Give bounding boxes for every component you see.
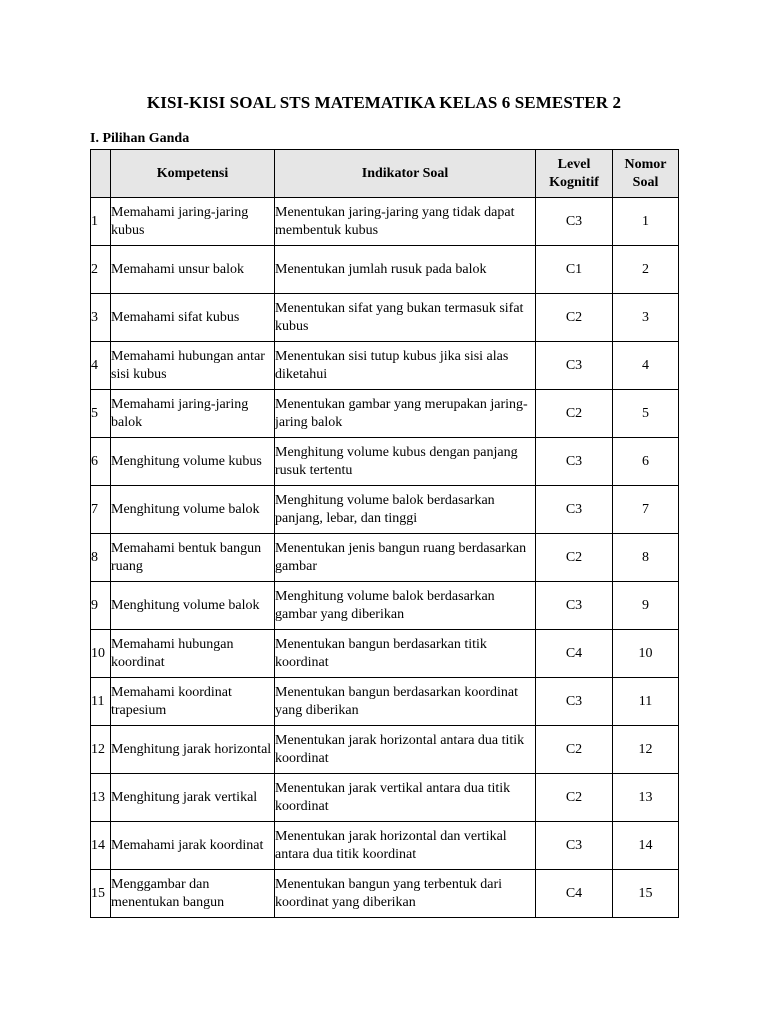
cell-indikator-soal: Menentukan bangun yang terbentuk dari koordinat yang diberikan xyxy=(275,870,536,918)
cell-no: 1 xyxy=(91,198,111,246)
table-row xyxy=(91,246,679,294)
cell-indikator-soal: Menghitung volume kubus dengan panjang rusuk tertentu xyxy=(275,438,536,486)
table-row xyxy=(91,630,679,678)
cell-indikator-soal: Menentukan bangun berdasarkan koordinat yang diberikan xyxy=(275,678,536,726)
cell-level-kognitif: C3 xyxy=(536,198,613,246)
cell-no: 9 xyxy=(91,582,111,630)
cell-kompetensi: Menghitung jarak horizontal xyxy=(111,726,275,774)
cell-kompetensi: Menghitung volume balok xyxy=(111,486,275,534)
table-row xyxy=(91,678,679,726)
cell-level-kognitif: C2 xyxy=(536,534,613,582)
table-row xyxy=(91,198,679,246)
cell-no: 11 xyxy=(91,678,111,726)
cell-nomor-soal: 11 xyxy=(613,678,679,726)
cell-no: 13 xyxy=(91,774,111,822)
table-row xyxy=(91,438,679,486)
cell-nomor-soal: 13 xyxy=(613,774,679,822)
cell-indikator-soal: Menentukan jarak horizontal antara dua titik koordinat xyxy=(275,726,536,774)
cell-kompetensi: Memahami koordinat trapesium xyxy=(111,678,275,726)
cell-level-kognitif: C2 xyxy=(536,294,613,342)
section-title: I. Pilihan Ganda xyxy=(90,131,190,146)
cell-nomor-soal: 1 xyxy=(613,198,679,246)
table-row xyxy=(91,390,679,438)
table-row xyxy=(91,294,679,342)
cell-kompetensi: Memahami unsur balok xyxy=(111,246,275,294)
cell-no: 15 xyxy=(91,870,111,918)
cell-nomor-soal: 14 xyxy=(613,822,679,870)
table-row xyxy=(91,870,679,918)
cell-kompetensi: Menghitung jarak vertikal xyxy=(111,774,275,822)
table-row xyxy=(91,342,679,390)
cell-level-kognitif: C2 xyxy=(536,774,613,822)
cell-kompetensi: Memahami jaring-jaring kubus xyxy=(111,198,275,246)
cell-nomor-soal: 4 xyxy=(613,342,679,390)
cell-kompetensi: Memahami bentuk bangun ruang xyxy=(111,534,275,582)
cell-nomor-soal: 15 xyxy=(613,870,679,918)
header-nomor-soal: Nomor Soal xyxy=(613,150,679,198)
cell-kompetensi: Menggambar dan menentukan bangun xyxy=(111,870,275,918)
table-header-row xyxy=(91,150,679,198)
cell-indikator-soal: Menentukan sisi tutup kubus jika sisi alas diketahui xyxy=(275,342,536,390)
cell-indikator-soal: Menentukan jarak horizontal dan vertikal antara dua titik koordinat xyxy=(275,822,536,870)
cell-indikator-soal: Menentukan gambar yang merupakan jaring-jaring balok xyxy=(275,390,536,438)
table-row xyxy=(91,534,679,582)
cell-level-kognitif: C3 xyxy=(536,678,613,726)
header-level-kognitif: Level Kognitif xyxy=(536,150,613,198)
cell-indikator-soal: Menentukan bangun berdasarkan titik koordinat xyxy=(275,630,536,678)
cell-no: 6 xyxy=(91,438,111,486)
cell-indikator-soal: Menghitung volume balok berdasarkan panjang, lebar, dan tinggi xyxy=(275,486,536,534)
cell-nomor-soal: 5 xyxy=(613,390,679,438)
cell-kompetensi: Memahami hubungan antar sisi kubus xyxy=(111,342,275,390)
cell-level-kognitif: C4 xyxy=(536,630,613,678)
cell-kompetensi: Menghitung volume balok xyxy=(111,582,275,630)
cell-level-kognitif: C3 xyxy=(536,822,613,870)
table-row xyxy=(91,726,679,774)
cell-no: 14 xyxy=(91,822,111,870)
table-row xyxy=(91,582,679,630)
cell-no: 8 xyxy=(91,534,111,582)
header-no xyxy=(91,150,111,198)
document-title: KISI-KISI SOAL STS MATEMATIKA KELAS 6 SEMESTER 2 xyxy=(146,93,622,112)
cell-level-kognitif: C2 xyxy=(536,726,613,774)
cell-no: 12 xyxy=(91,726,111,774)
cell-no: 10 xyxy=(91,630,111,678)
kisi-kisi-table xyxy=(90,149,679,918)
cell-indikator-soal: Menentukan jaring-jaring yang tidak dapat membentuk kubus xyxy=(275,198,536,246)
cell-kompetensi: Memahami sifat kubus xyxy=(111,294,275,342)
cell-level-kognitif: C3 xyxy=(536,438,613,486)
cell-nomor-soal: 9 xyxy=(613,582,679,630)
cell-level-kognitif: C3 xyxy=(536,342,613,390)
cell-nomor-soal: 6 xyxy=(613,438,679,486)
cell-no: 3 xyxy=(91,294,111,342)
cell-indikator-soal: Menentukan jarak vertikal antara dua titik koordinat xyxy=(275,774,536,822)
cell-level-kognitif: C1 xyxy=(536,246,613,294)
cell-indikator-soal: Menentukan sifat yang bukan termasuk sifat kubus xyxy=(275,294,536,342)
cell-level-kognitif: C3 xyxy=(536,486,613,534)
cell-indikator-soal: Menentukan jenis bangun ruang berdasarkan gambar xyxy=(275,534,536,582)
cell-nomor-soal: 12 xyxy=(613,726,679,774)
table-row xyxy=(91,822,679,870)
cell-level-kognitif: C4 xyxy=(536,870,613,918)
cell-indikator-soal: Menentukan jumlah rusuk pada balok xyxy=(275,246,536,294)
cell-kompetensi: Memahami jarak koordinat xyxy=(111,822,275,870)
cell-nomor-soal: 2 xyxy=(613,246,679,294)
cell-nomor-soal: 3 xyxy=(613,294,679,342)
table-row xyxy=(91,486,679,534)
header-indikator-soal: Indikator Soal xyxy=(275,150,536,198)
cell-kompetensi: Memahami hubungan koordinat xyxy=(111,630,275,678)
cell-indikator-soal: Menghitung volume balok berdasarkan gambar yang diberikan xyxy=(275,582,536,630)
cell-level-kognitif: C3 xyxy=(536,582,613,630)
cell-nomor-soal: 10 xyxy=(613,630,679,678)
cell-no: 5 xyxy=(91,390,111,438)
cell-kompetensi: Menghitung volume kubus xyxy=(111,438,275,486)
cell-nomor-soal: 8 xyxy=(613,534,679,582)
cell-no: 2 xyxy=(91,246,111,294)
cell-kompetensi: Memahami jaring-jaring balok xyxy=(111,390,275,438)
header-kompetensi: Kompetensi xyxy=(111,150,275,198)
cell-no: 7 xyxy=(91,486,111,534)
cell-nomor-soal: 7 xyxy=(613,486,679,534)
cell-no: 4 xyxy=(91,342,111,390)
table-row xyxy=(91,774,679,822)
cell-level-kognitif: C2 xyxy=(536,390,613,438)
